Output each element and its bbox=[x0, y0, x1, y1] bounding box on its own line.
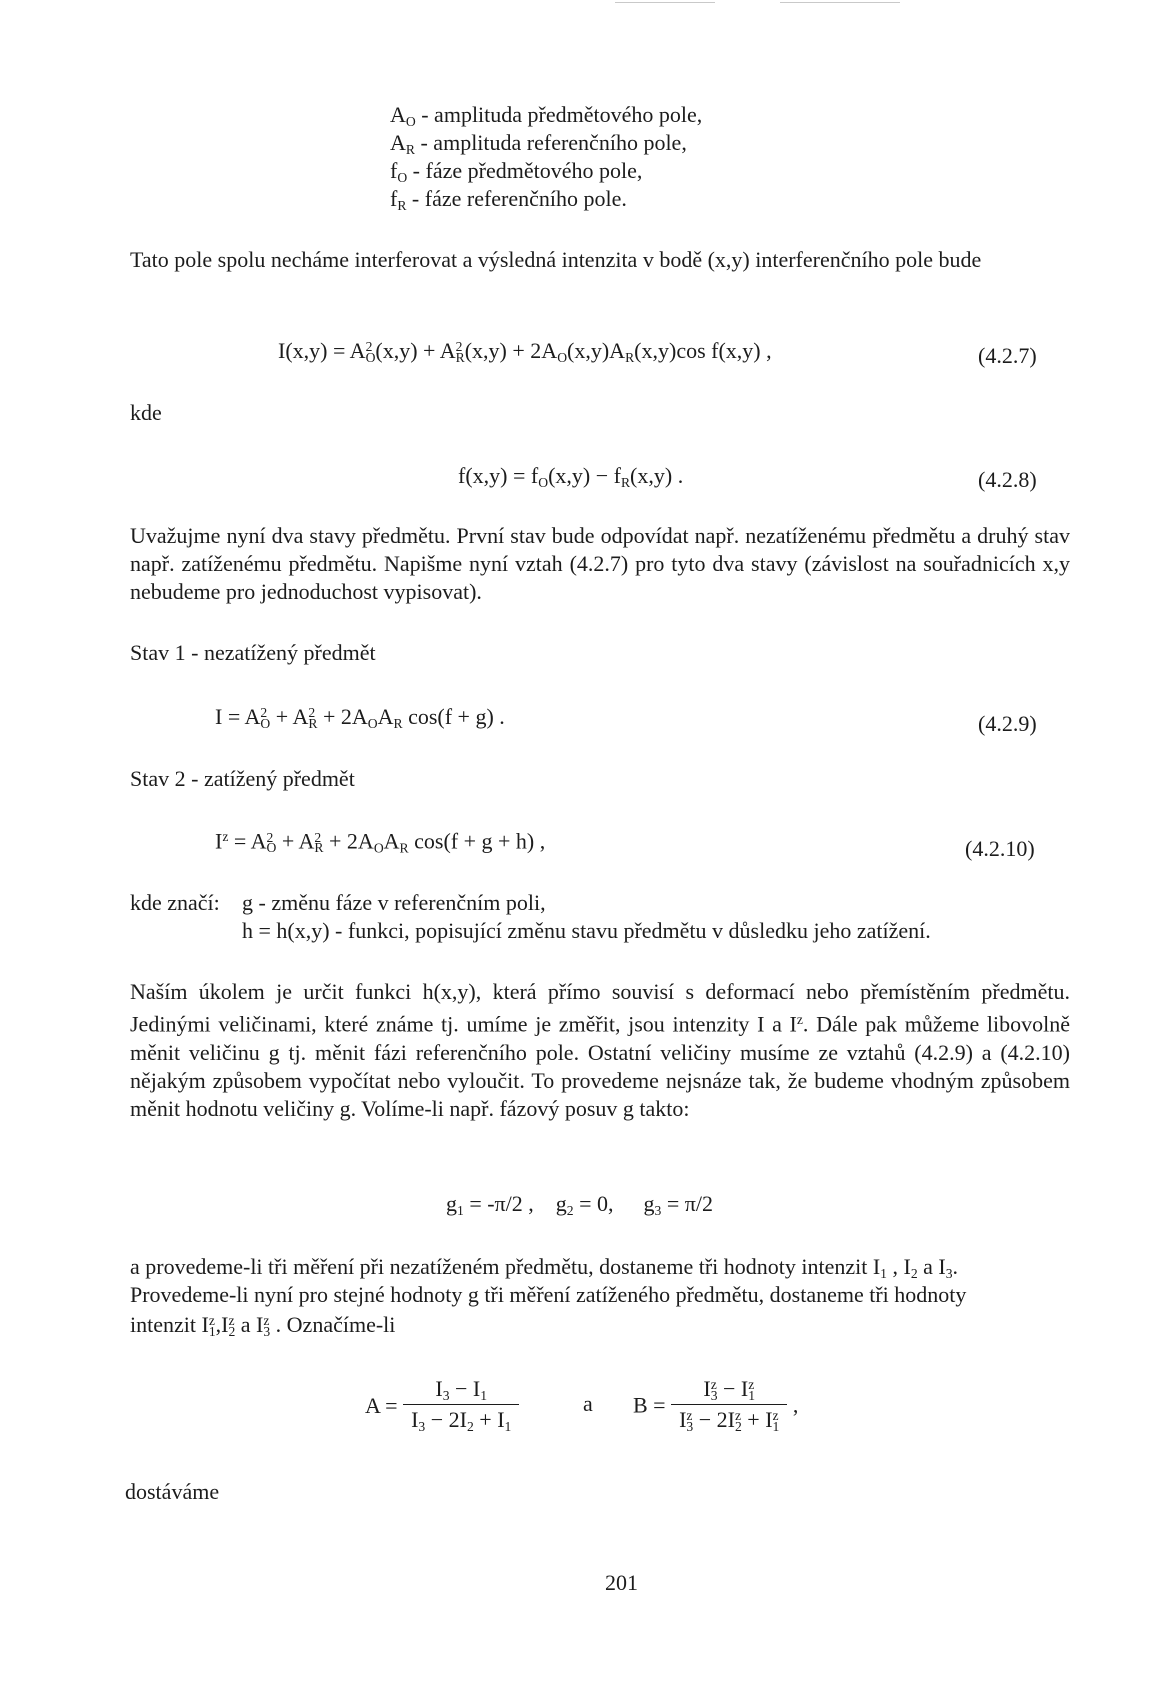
val: = 0, bbox=[573, 1191, 614, 1216]
equation-4-2-8 bbox=[458, 465, 683, 489]
sub: O bbox=[266, 840, 277, 856]
definition-fo bbox=[390, 160, 642, 184]
equation-4-2-9 bbox=[215, 706, 505, 730]
sup: z bbox=[222, 829, 229, 844]
sub: 1 bbox=[772, 1418, 780, 1434]
text: a I bbox=[917, 1254, 946, 1279]
supsub bbox=[314, 829, 324, 856]
sup: 2 bbox=[260, 705, 268, 721]
supsub bbox=[365, 339, 376, 365]
sub: 1 bbox=[880, 1265, 887, 1281]
fraction-b bbox=[633, 1378, 798, 1433]
eq-text: A bbox=[383, 828, 400, 854]
sub: 2 bbox=[734, 1418, 742, 1434]
sub: O bbox=[557, 349, 568, 365]
text: . Označíme-li bbox=[270, 1312, 396, 1337]
sub: R bbox=[314, 840, 324, 856]
sub: 2 bbox=[910, 1265, 918, 1281]
supsub bbox=[772, 1407, 780, 1434]
sub: 1 bbox=[748, 1387, 756, 1403]
text: a provedeme-li tři měření při nezatíženém předmětu, dostaneme tři hodnoty intenzit I bbox=[130, 1254, 881, 1279]
t: I bbox=[703, 1376, 711, 1401]
text: Naším úkolem je určit funkci h(x,y), která přímo souvisí s deformací nebo přemístěním předmětu. Jedinými veličinami, které známe tj. umíme je změřit, jsou intenzity I a I bbox=[130, 979, 1070, 1037]
fraction bbox=[671, 1378, 787, 1433]
sub: 2 bbox=[566, 1202, 574, 1218]
sub: 3 bbox=[418, 1419, 426, 1435]
eq-text: (x,y)A bbox=[567, 338, 626, 363]
sup: 2 bbox=[314, 829, 322, 845]
eq-text: (x,y) − f bbox=[548, 463, 621, 488]
sub: 1 bbox=[504, 1419, 512, 1435]
sub: 3 bbox=[442, 1387, 450, 1403]
val: = -π/2 , bbox=[463, 1191, 534, 1216]
eq-text: + A bbox=[270, 704, 309, 729]
supsub bbox=[710, 1377, 718, 1403]
sup: z bbox=[734, 1407, 742, 1423]
numerator bbox=[671, 1378, 787, 1405]
eq-text: = A bbox=[228, 828, 267, 854]
state-1-heading: Stav 1 - nezatížený předmět bbox=[130, 640, 376, 665]
eq-text: (x,y) + 2A bbox=[464, 338, 558, 363]
definition-text: - amplituda předmětového pole, bbox=[415, 102, 703, 127]
t: I bbox=[679, 1406, 687, 1432]
t: − I bbox=[449, 1376, 481, 1401]
t: I bbox=[435, 1376, 443, 1401]
definition-fr bbox=[390, 188, 627, 212]
sub: O bbox=[367, 715, 378, 731]
val: = π/2 bbox=[661, 1191, 713, 1216]
scan-artifact-line bbox=[615, 2, 715, 3]
sub: 3 bbox=[686, 1418, 694, 1434]
eq-text: (x,y)cos f(x,y) , bbox=[634, 338, 772, 363]
fraction-a bbox=[365, 1378, 519, 1434]
definition-text: - fáze předmětového pole, bbox=[407, 158, 643, 183]
supsub bbox=[266, 829, 277, 856]
text: , I bbox=[886, 1254, 911, 1279]
sub: 2 bbox=[466, 1419, 474, 1435]
symbol: A bbox=[390, 102, 406, 127]
sup: z bbox=[748, 1377, 755, 1393]
text: ,I bbox=[215, 1312, 229, 1337]
supsub bbox=[734, 1407, 742, 1434]
sup: 2 bbox=[308, 705, 316, 721]
paragraph-task bbox=[130, 978, 1070, 1123]
definition-text: - amplituda referenčního pole, bbox=[414, 130, 687, 155]
sub: 3 bbox=[945, 1265, 953, 1281]
subscript: O bbox=[397, 169, 408, 185]
kde-label: kde bbox=[130, 400, 162, 425]
supsub bbox=[208, 1313, 216, 1339]
para4-line2: Provedeme-li nyní pro stejné hodnoty g tři měření zatíženého předmětu, dostaneme tři hodnoty bbox=[130, 1282, 967, 1307]
sup: 2 bbox=[455, 339, 463, 355]
eq-text: I = A bbox=[215, 704, 261, 729]
subscript: R bbox=[397, 197, 407, 213]
sub: R bbox=[455, 349, 465, 365]
equation-number: (4.2.7) bbox=[978, 343, 1037, 368]
eq-text: + 2A bbox=[317, 704, 368, 729]
sub: R bbox=[393, 715, 403, 731]
g-values bbox=[446, 1193, 713, 1217]
kde-znaci-lead: kde značí: bbox=[130, 890, 220, 915]
sup: z bbox=[796, 1012, 803, 1027]
equation-number: (4.2.10) bbox=[965, 836, 1035, 861]
sup: z bbox=[710, 1377, 717, 1393]
definition-text: - fáze referenčního pole. bbox=[406, 186, 627, 211]
sub: R bbox=[399, 840, 409, 856]
text: . Dále pak můžeme libovolně měnit veličinu g tj. měnit fázi referenčního pole. Ostatní veličiny musíme ze vztahů (4.2.9) a (4.2.10) nějakým způsobem vypočítat nebo vyloučit. To provedeme nejsnáze tak, že budeme vhodným způsobem měnit hodnotu veličiny g. Volíme-li např. fázový posuv g takto: bbox=[130, 1011, 1070, 1121]
eq-text: (x,y) + A bbox=[375, 338, 456, 363]
sub: R bbox=[620, 474, 631, 490]
denominator bbox=[403, 1405, 519, 1433]
equation-number: (4.2.9) bbox=[978, 711, 1037, 736]
numerator bbox=[403, 1378, 519, 1405]
eq-text: (x,y) . bbox=[630, 463, 684, 488]
symbol: f bbox=[390, 158, 398, 183]
sub: O bbox=[260, 715, 271, 731]
supsub bbox=[455, 339, 465, 365]
sup: z bbox=[772, 1407, 779, 1423]
lhs: B = bbox=[633, 1392, 666, 1418]
equation-4-2-7 bbox=[278, 340, 772, 364]
sub: 1 bbox=[480, 1387, 488, 1403]
eq-text: f(x,y) = f bbox=[458, 463, 539, 488]
sub: 1 bbox=[457, 1202, 464, 1218]
sup: z bbox=[686, 1407, 693, 1423]
subscript: R bbox=[405, 141, 415, 157]
page-number: 201 bbox=[605, 1570, 638, 1595]
g: g bbox=[446, 1191, 457, 1216]
text: a I bbox=[235, 1312, 264, 1337]
text: intenzit I bbox=[130, 1312, 209, 1337]
fraction-and: a bbox=[583, 1391, 593, 1416]
sup: 2 bbox=[266, 829, 274, 845]
eq-text: cos(f + g + h) , bbox=[408, 828, 546, 854]
definition-ao bbox=[390, 104, 702, 128]
eq-text: + A bbox=[276, 828, 315, 854]
para4-line1 bbox=[130, 1256, 958, 1280]
kde-znaci-g: g - změnu fáze v referenčním poli, bbox=[242, 890, 546, 915]
sub: R bbox=[625, 349, 635, 365]
eq-text: A bbox=[377, 704, 394, 729]
symbol: A bbox=[390, 130, 406, 155]
lhs: A = bbox=[365, 1392, 398, 1418]
equation-number: (4.2.8) bbox=[978, 467, 1037, 492]
sub: 3 bbox=[263, 1323, 271, 1339]
eq-text: I(x,y) = A bbox=[278, 338, 366, 363]
sub: 3 bbox=[654, 1202, 662, 1218]
supsub bbox=[260, 705, 271, 731]
sub: 1 bbox=[208, 1323, 216, 1339]
t: − 2I bbox=[425, 1407, 467, 1433]
dostavame: dostáváme bbox=[125, 1479, 220, 1504]
t: + I bbox=[473, 1407, 505, 1433]
t: + I bbox=[741, 1406, 773, 1432]
eq-text: I bbox=[215, 828, 223, 854]
sub: O bbox=[373, 840, 384, 856]
denominator bbox=[671, 1405, 787, 1433]
g: g bbox=[643, 1191, 655, 1216]
paragraph-intro: Tato pole spolu necháme interferovat a výsledná intenzita v bodě (x,y) interferenčního pole bude bbox=[130, 247, 982, 272]
sub: R bbox=[308, 715, 318, 731]
kde-znaci-h: h = h(x,y) - funkci, popisující změnu stavu předmětu v důsledku jeho zatížení. bbox=[242, 918, 931, 943]
symbol: f bbox=[390, 186, 398, 211]
t: − 2I bbox=[693, 1406, 735, 1432]
t: − I bbox=[717, 1376, 749, 1401]
eq-text: + 2A bbox=[323, 828, 374, 854]
sub: O bbox=[365, 349, 376, 365]
fraction bbox=[403, 1378, 519, 1434]
supsub bbox=[748, 1377, 756, 1403]
state-2-heading: Stav 2 - zatížený předmět bbox=[130, 766, 355, 791]
definition-ar bbox=[390, 132, 687, 156]
sup: z bbox=[208, 1313, 215, 1329]
sub: 2 bbox=[228, 1323, 236, 1339]
trailing-comma: , bbox=[792, 1392, 799, 1418]
sup: z bbox=[228, 1313, 235, 1329]
text: . bbox=[952, 1254, 959, 1279]
g: g bbox=[555, 1191, 567, 1216]
equation-4-2-10 bbox=[215, 830, 545, 855]
sup: 2 bbox=[365, 339, 373, 355]
eq-text: cos(f + g) . bbox=[402, 704, 505, 729]
para4-line3 bbox=[130, 1314, 395, 1338]
subscript: O bbox=[405, 113, 416, 129]
scan-artifact-line bbox=[780, 2, 900, 3]
sub: 3 bbox=[710, 1387, 718, 1403]
sub: O bbox=[538, 474, 549, 490]
t: I bbox=[411, 1407, 419, 1433]
sup: z bbox=[263, 1313, 270, 1329]
paragraph-states: Uvažujme nyní dva stavy předmětu. První stav bude odpovídat např. nezatíženému předmětu a druhý stav např. zatíženému předmětu. Napišme nyní vztah (4.2.7) pro tyto dva stavy (závislost na souřadnicích x,y nebudeme pro jednoduchost vypisovat). bbox=[130, 523, 1070, 604]
